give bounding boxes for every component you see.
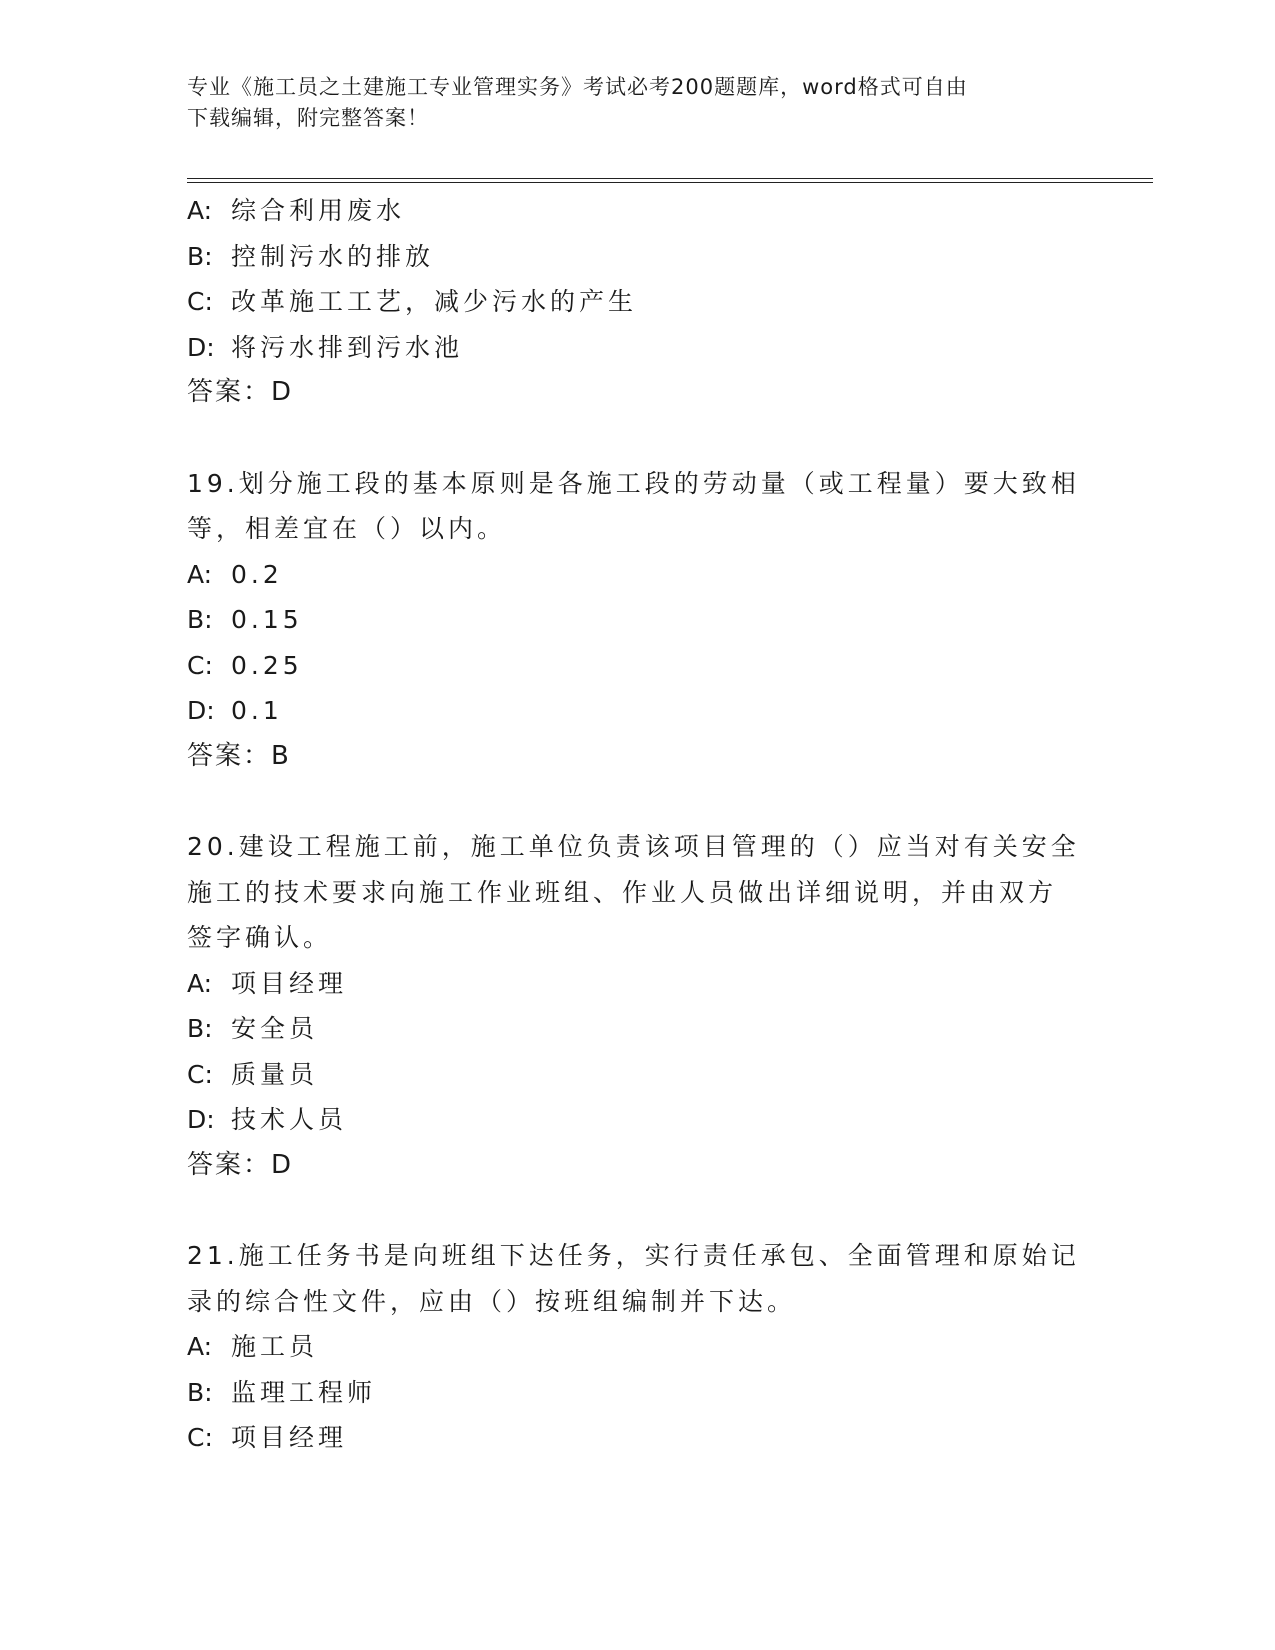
option-text: 综合利用废水 <box>231 196 406 225</box>
option-letter: B: <box>187 1014 213 1043</box>
option-text: 0.2 <box>231 559 283 589</box>
option-text: 质量员 <box>231 1059 319 1089</box>
option-letter: B: <box>187 241 213 271</box>
option-letter: B: <box>187 605 213 634</box>
question-text-line: 录的综合性文件，应由（）按班组编制并下达。 <box>187 1286 797 1316</box>
option-b <box>187 1370 1087 1416</box>
option-text: 0.15 <box>231 605 303 634</box>
answer: 答案：B <box>187 740 291 771</box>
option-text: 项目经理 <box>231 1423 348 1452</box>
option-letter: D: <box>187 332 215 362</box>
header-rule-bottom <box>187 182 1153 183</box>
question-text-line: 21.施工任务书是向班组下达任务，实行责任承包、全面管理和原始记 <box>187 1241 1080 1270</box>
option-letter: A: <box>187 968 213 998</box>
option-c <box>187 279 1087 325</box>
header-rule-top <box>187 178 1153 179</box>
option-letter: A: <box>187 196 213 225</box>
option-letter: D: <box>187 1105 215 1134</box>
option-letter: C: <box>187 1059 213 1089</box>
question-text-line: 20.建设工程施工前，施工单位负责该项目管理的（）应当对有关安全 <box>187 832 1080 861</box>
document-header <box>187 72 1067 134</box>
question-18 <box>187 188 1087 416</box>
option-text: 监理工程师 <box>231 1377 377 1407</box>
option-letter: C: <box>187 650 213 680</box>
document-body <box>187 188 1087 1461</box>
option-a <box>187 961 1087 1007</box>
option-letter: C: <box>187 1423 213 1452</box>
question-text-line: 签字确认。 <box>187 923 333 952</box>
option-text: 技术人员 <box>231 1105 348 1134</box>
option-text: 安全员 <box>231 1014 319 1043</box>
option-letter: B: <box>187 1377 213 1407</box>
option-a <box>187 1324 1087 1370</box>
option-text: 项目经理 <box>231 968 348 998</box>
header-line-1: 专业《施工员之土建施工专业管理实务》考试必考200题题库，word格式可自由 <box>187 75 968 99</box>
option-d <box>187 325 1087 371</box>
question-21 <box>187 1233 1087 1461</box>
option-letter: C: <box>187 287 213 316</box>
option-letter: A: <box>187 1332 213 1361</box>
option-a <box>187 188 1087 234</box>
option-a <box>187 552 1087 598</box>
question-text-line: 19.划分施工段的基本原则是各施工段的劳动量（或工程量）要大致相 <box>187 468 1080 498</box>
option-d <box>187 688 1087 734</box>
option-text: 0.1 <box>231 696 283 725</box>
option-text: 控制污水的排放 <box>231 241 435 271</box>
option-b <box>187 597 1087 643</box>
option-text: 0.25 <box>231 650 303 680</box>
option-text: 将污水排到污水池 <box>231 332 464 362</box>
option-text: 施工员 <box>231 1332 319 1361</box>
answer: 答案：D <box>187 377 294 407</box>
option-d <box>187 1097 1087 1143</box>
option-b <box>187 234 1087 280</box>
option-c <box>187 643 1087 689</box>
header-line-2: 下载编辑，附完整答案！ <box>187 106 429 130</box>
option-b <box>187 1006 1087 1052</box>
question-text-line: 施工的技术要求向施工作业班组、作业人员做出详细说明，并由双方 <box>187 877 1058 907</box>
option-letter: D: <box>187 696 215 725</box>
option-letter: A: <box>187 559 213 589</box>
question-19 <box>187 461 1087 780</box>
option-c <box>187 1415 1087 1461</box>
option-c <box>187 1052 1087 1098</box>
question-text-line: 等，相差宜在（）以内。 <box>187 514 507 543</box>
option-text: 改革施工工艺，减少污水的产生 <box>231 287 638 316</box>
question-20 <box>187 824 1087 1188</box>
answer: 答案：D <box>187 1149 294 1180</box>
